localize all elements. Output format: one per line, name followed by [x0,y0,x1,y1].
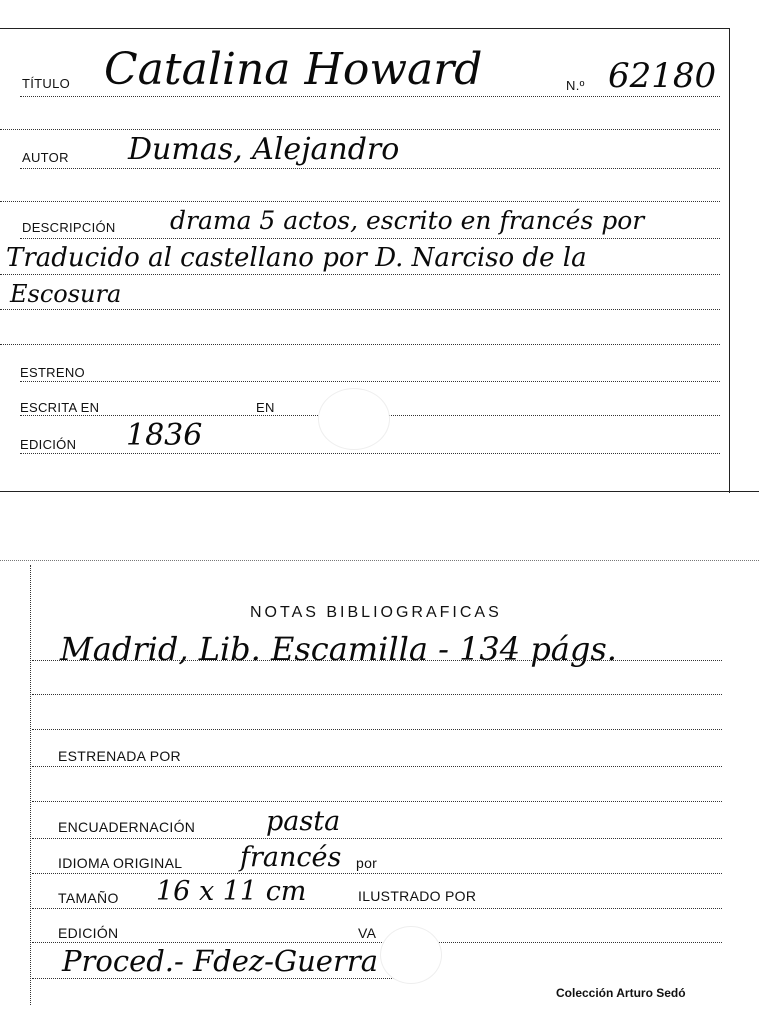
notas-rule-2 [32,694,722,695]
blank-rule-2 [0,201,720,202]
tamano-rule [32,908,722,909]
autor-label: AUTOR [22,150,69,165]
ilustrado-label: ILUSTRADO POR [358,888,477,904]
titulo-label: TÍTULO [22,76,71,91]
descripcion-rule-1 [20,238,720,239]
blank-rule-1 [0,129,720,130]
notas-heading: NOTAS BIBLIOGRAFICAS [250,604,502,621]
catalog-card-front [0,0,759,495]
idioma-label: IDIOMA ORIGINAL [58,855,183,871]
por-label: por [356,855,378,871]
idioma-rule [32,873,722,874]
descripcion-label: DESCRIPCIÓN [22,220,116,235]
numero-label: N.º [566,78,585,93]
estreno-rule [20,381,720,382]
estreno-label: ESTRENO [20,365,85,380]
procedencia-value: Proced.- Fdez-Guerra [62,944,378,978]
escrita-en-label: ESCRITA EN [20,400,100,415]
titulo-value: Catalina Howard [104,44,483,95]
notas-value: Madrid, Lib. Escamilla - 134 págs. [60,630,617,668]
encuadernacion-rule [32,838,722,839]
blank-rule-3 [0,344,720,345]
notas-rule-3 [32,729,722,730]
descripcion-line-2: Traducido al castellano por D. Narciso de la [6,243,587,273]
encuadernacion-label: ENCUADERNACIÓN [58,819,196,835]
numero-value: 62180 [608,56,717,96]
card-back-left-edge [30,565,31,1005]
edicion-rule [20,453,720,454]
tamano-value: 16 x 11 cm [156,876,307,907]
card-bottom-edge [0,491,759,492]
encuadernacion-value: pasta [266,806,341,837]
autor-rule [20,168,720,169]
collection-footer: Colección Arturo Sedó [556,986,686,1000]
edicion-label: EDICIÓN [20,437,77,452]
card-back-top-edge [0,560,759,561]
descripcion-rule-2 [0,274,720,275]
en-label: EN [256,400,275,415]
paper-blemish-back [380,926,442,984]
tamano-label: TAMAÑO [58,890,119,906]
edicion-value: 1836 [126,418,203,453]
titulo-rule [20,96,720,97]
card-top-edge [0,28,730,29]
autor-value: Dumas, Alejandro [128,132,400,167]
edicion-back-rule [32,942,722,943]
blank-rule-4 [32,801,722,802]
descripcion-line-3: Escosura [10,280,122,308]
va-label: VA [358,925,377,941]
procedencia-rule [32,978,412,979]
notas-rule-1 [32,660,722,661]
paper-blemish [318,388,390,450]
descripcion-rule-3 [0,309,720,310]
estrenada-por-label: ESTRENADA POR [58,748,181,764]
edicion-back-label: EDICIÓN [58,925,119,941]
estrenada-rule [32,766,722,767]
card-right-edge [729,28,730,493]
descripcion-line-1: drama 5 actos, escrito en francés por [170,206,645,235]
idioma-value: francés [240,842,342,873]
